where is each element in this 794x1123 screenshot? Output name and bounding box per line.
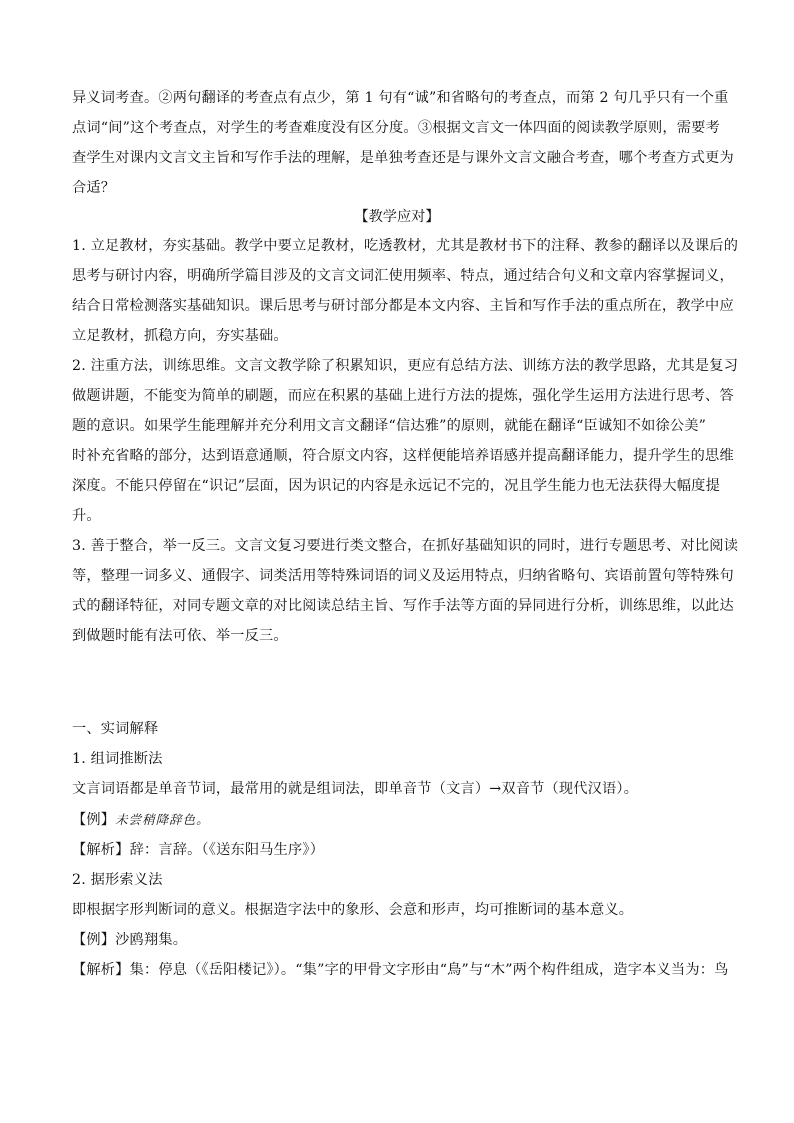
point-3 (72, 536, 739, 647)
example-line (72, 930, 722, 951)
text-line: 题的意识。如果学生能理解并充分利用文言文翻译“信达雅”的原则，就能在翻译“臣诚知不如徐公美” (72, 418, 707, 434)
text-line: 立足教材，抓稳方向，夯实基础。 (72, 328, 288, 344)
analysis-text: 辞：言辞。（《送东阳马生序》） (129, 842, 325, 858)
example-text: 沙鸥翔集。 (115, 932, 188, 948)
part-heading: 一、实词解释 (72, 721, 159, 737)
analysis-label: 【解析】 (72, 962, 130, 978)
point-2 (72, 356, 739, 527)
document-page (72, 88, 739, 981)
text-line: 合适？ (72, 180, 116, 196)
text-line: 异义词考查。②两句翻译的考查点有点少，第 1 句有“诚”和省略句的考查点，而第 2 句几乎只有一个重 (72, 90, 729, 106)
section-title: 【教学应对】 (354, 209, 440, 225)
text-line: 到做题时能有法可依、举一反三。 (72, 628, 288, 644)
text-line: 做题讲题，不能变为简单的刷题，而应在积累的基础上进行方法的提炼，强化学生运用方法进行思考、答 (72, 388, 734, 404)
text-line: 时补充省略的部分，达到语意通顺，符合原文内容，这样便能培养语感并提高翻译能力，提升学生的思维 (72, 448, 734, 464)
text-line: 3. 善于整合，举一反三。文言文复习要进行类文整合，在抓好基础知识的同时，进行专题思考、对比阅读 (72, 538, 739, 554)
example-label: 【例】 (72, 812, 116, 828)
analysis-line (72, 840, 722, 861)
method-description: 文言词语都是单音节词，最常用的就是组词法，即单音节（文言）→双音节（现代汉语）。 (72, 781, 639, 797)
analysis-text: 集：停息（《岳阳楼记》）。“集”字的甲骨文字形由“鳥”与“木”两个构件组成，造字本义当为：鸟 (129, 962, 729, 978)
method-description: 即根据字形判断词的意义。根据造字法中的象形、会意和形声，均可推断词的基本意义。 (72, 902, 634, 918)
part-one (72, 719, 729, 981)
analysis-label: 【解析】 (72, 842, 130, 858)
method-title: 1. 组词推断法 (72, 751, 163, 767)
text-line: 1. 立足教材，夯实基础。教学中要立足教材，吃透教材，尤其是教材书下的注释、教参的翻译以及课后的 (72, 238, 739, 254)
point-1 (72, 236, 739, 347)
method-title: 2. 据形索义法 (72, 872, 163, 888)
text-line: 式的翻译特征，对同专题文章的对比阅读总结主旨、写作手法等方面的异同进行分析，训练思维，以此达 (72, 598, 734, 614)
text-line: 等，整理一词多义、通假字、词类活用等特殊词语的词义及运用特点，归纳省略句、宾语前置句等特殊句 (72, 568, 734, 584)
intro-paragraph (72, 88, 734, 199)
analysis-line (72, 960, 729, 981)
text-line: 升。 (72, 508, 101, 524)
text-line: 结合日常检测落实基础知识。课后思考与研讨部分都是本文内容、主旨和写作手法的重点所在，教学中应 (72, 298, 734, 314)
example-text: 未尝稍降辞色。 (115, 812, 210, 827)
text-line: 2. 注重方法，训练思维。文言文教学除了积累知识，更应有总结方法、训练方法的教学思路，尤其是复习 (72, 358, 739, 374)
example-line (72, 809, 722, 831)
section-spacer (72, 647, 722, 719)
text-line: 点词“间”这个考查点，对学生的考查难度没有区分度。③根据文言文一体四面的阅读教学原则，需要考 (72, 120, 720, 136)
text-line: 查学生对课内文言文主旨和写作手法的理解，是单独考查还是与课外文言文融合考查，哪个考查方式更为 (72, 150, 734, 166)
text-line: 思考与研讨内容，明确所学篇目涉及的文言文词汇使用频率、特点，通过结合句义和文章内容掌握词义， (72, 268, 734, 284)
text-line: 深度。不能只停留在“识记”层面，因为识记的内容是永远记不完的，况且学生能力也无法获得大幅度提 (72, 478, 720, 494)
example-label: 【例】 (72, 932, 116, 948)
